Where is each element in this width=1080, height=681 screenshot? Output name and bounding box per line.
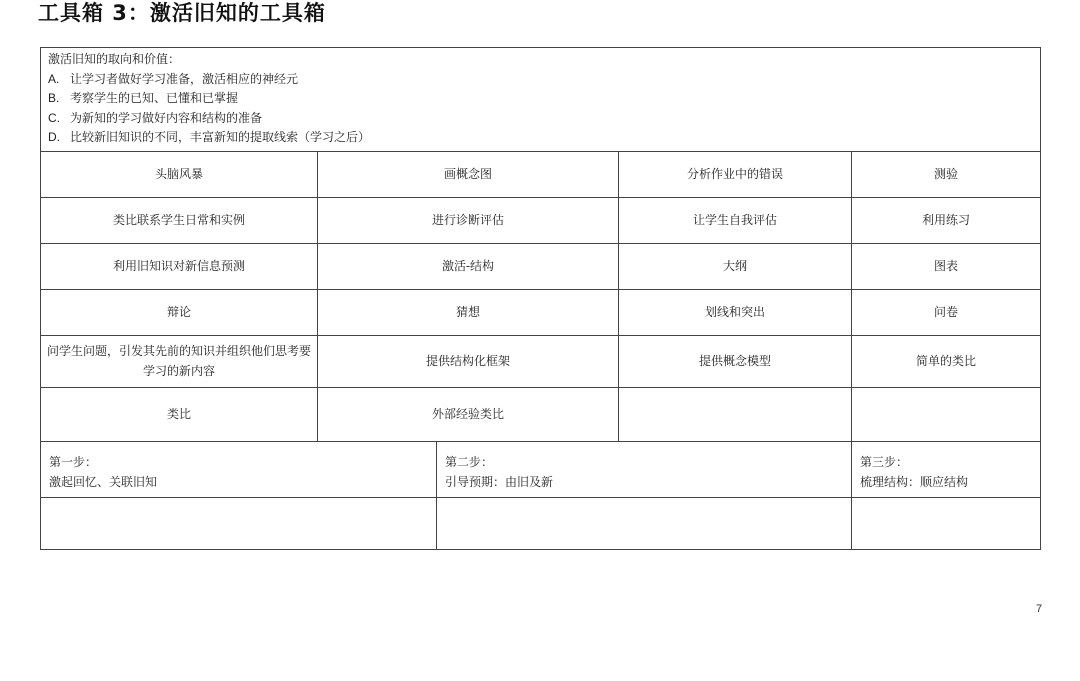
intro-item-letter: C.	[48, 110, 60, 125]
tool-row	[41, 387, 1041, 441]
tool-cell: 类比	[41, 387, 318, 441]
step-label: 第二步：	[445, 454, 494, 469]
step-text: 激起回忆、关联旧知	[49, 474, 158, 489]
tool-cell: 利用旧知识对新信息预测	[41, 243, 318, 289]
intro-row	[41, 48, 1041, 152]
tool-cell: 问卷	[852, 289, 1041, 335]
tool-cell: 头脑风暴	[41, 151, 318, 197]
tool-cell: 让学生自我评估	[619, 197, 852, 243]
tool-cell: 划线和突出	[619, 289, 852, 335]
intro-item-letter: B.	[48, 91, 60, 106]
tool-cell: 外部经验类比	[318, 387, 619, 441]
steps-row	[41, 441, 1041, 497]
step-blank-cell	[41, 497, 437, 549]
step-cell	[41, 441, 437, 497]
intro-item	[48, 109, 1033, 129]
tool-cell: 提供结构化框架	[318, 335, 619, 387]
step-text: 引导预期：由旧及新	[445, 474, 554, 489]
tool-cell: 大纲	[619, 243, 852, 289]
intro-item-text: 考察学生的已知、已懂和已掌握	[70, 91, 239, 106]
tool-row	[41, 335, 1041, 387]
tool-cell: 简单的类比	[852, 335, 1041, 387]
step-blank-cell	[852, 497, 1041, 549]
page-number: 7	[1036, 603, 1043, 615]
tool-cell: 图表	[852, 243, 1041, 289]
intro-cell	[41, 48, 1041, 152]
tool-cell: 画概念图	[318, 151, 619, 197]
tool-row	[41, 289, 1041, 335]
tool-row	[41, 243, 1041, 289]
tool-cell: 辩论	[41, 289, 318, 335]
toolbox-table	[40, 47, 1041, 550]
tool-cell: 猜想	[318, 289, 619, 335]
step-label: 第三步：	[860, 454, 909, 469]
step-blank-cell	[437, 497, 852, 549]
step-text: 梳理结构：顺应结构	[860, 474, 969, 489]
tool-cell	[619, 387, 852, 441]
intro-item-text: 比较新旧知识的不同，丰富新知的提取线索（学习之后）	[70, 130, 371, 145]
page-title: 工具箱 3：激活旧知的工具箱	[38, 1, 326, 25]
intro-item-letter: D.	[48, 130, 60, 145]
tool-cell: 提供概念模型	[619, 335, 852, 387]
step-cell	[437, 441, 852, 497]
intro-item-letter: A.	[48, 71, 60, 86]
intro-item-text: 为新知的学习做好内容和结构的准备	[70, 110, 263, 125]
intro-item	[48, 89, 1033, 109]
intro-item	[48, 70, 1033, 90]
tool-row	[41, 197, 1041, 243]
tool-cell: 激活-结构	[318, 243, 619, 289]
intro-item	[48, 128, 1033, 148]
steps-blank-row	[41, 497, 1041, 549]
tool-row	[41, 151, 1041, 197]
tool-cell: 测验	[852, 151, 1041, 197]
tool-cell: 类比联系学生日常和实例	[41, 197, 318, 243]
tool-cell: 进行诊断评估	[318, 197, 619, 243]
step-cell	[852, 441, 1041, 497]
step-label: 第一步：	[49, 454, 98, 469]
intro-item-text: 让学习者做好学习准备，激活相应的神经元	[70, 71, 299, 86]
tool-cell: 问学生问题，引发其先前的知识并组织他们思考要学习的新内容	[41, 335, 318, 387]
tool-cell	[852, 387, 1041, 441]
tool-cell: 利用练习	[852, 197, 1041, 243]
tool-cell: 分析作业中的错误	[619, 151, 852, 197]
intro-heading: 激活旧知的取向和价值：	[48, 52, 181, 66]
